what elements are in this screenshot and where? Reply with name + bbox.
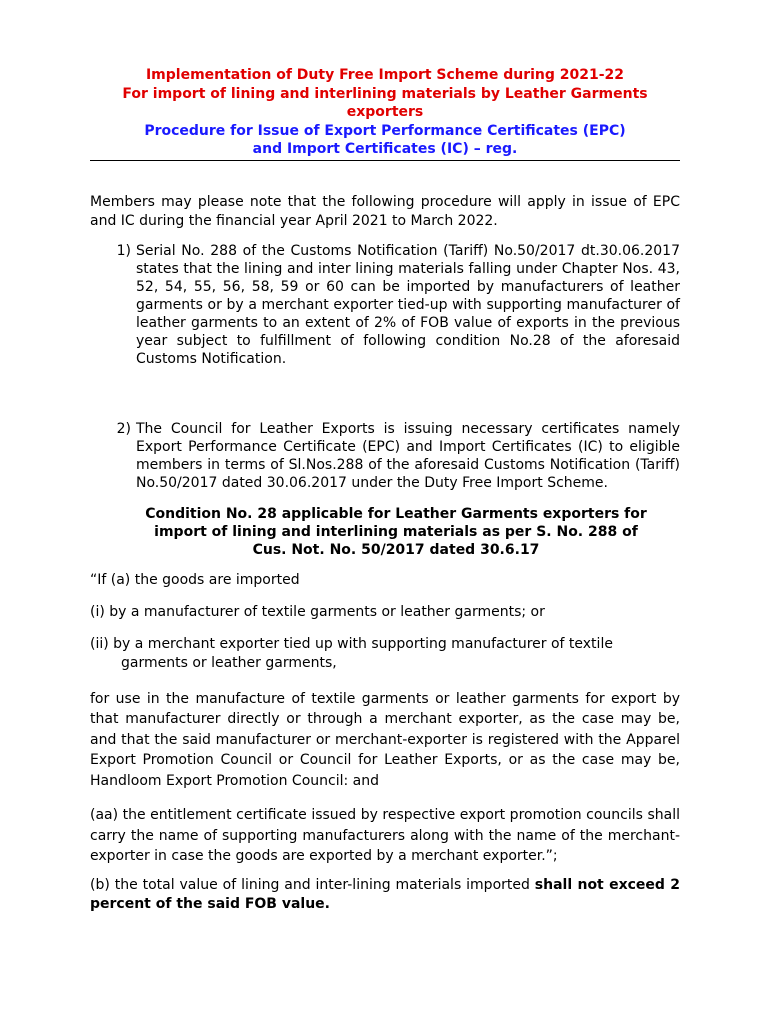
b-paragraph-text: (b) the total value of lining and inter-lining materials imported <box>90 876 535 893</box>
heading-procedure-cont: and Import Certificates (IC) – reg. <box>252 141 518 157</box>
heading-title: Implementation of Duty Free Import Scheme during 2021-22 <box>145 67 625 83</box>
numbered-list <box>90 242 680 492</box>
condition-line: Cus. Not. No. 50/2017 dated 30.6.17 <box>252 541 540 558</box>
document-heading <box>90 66 680 161</box>
condition-heading <box>90 505 680 559</box>
list-item-number: 2) <box>116 420 131 437</box>
list-item-text: Serial No. 288 of the Customs Notification (Tariff) No.50/2017 dt.30.06.2017 states that the lining and inter lining materials falling under Chapter Nos. 43, 52, 54, 55, 56, 58, 59 or 60 can be imported by manufacturers of leather garments or by a merchant exporter tied-up with supporting manufacturer of leather garments to an extent of 2% of FOB value of exports in the previous year subject to fulfillment of following condition No.28 of the aforesaid Customs Notification. <box>136 242 680 367</box>
b-paragraph-bold: shall not exceed 2 percent of the said FOB value. <box>90 876 680 912</box>
condition-line: import of lining and interlining materials as per S. No. 288 of <box>154 523 638 540</box>
sub-item-i: (i) by a manufacturer of textile garments or leather garments; or <box>90 603 545 620</box>
sub-item-ii: (ii) by a merchant exporter tied up with supporting manufacturer of textile garments or leather garments, <box>90 635 613 671</box>
condition-line: Condition No. 28 applicable for Leather Garments exporters for <box>145 505 647 522</box>
list-item-number: 1) <box>116 242 131 259</box>
list-item <box>90 420 680 492</box>
aa-paragraph: (aa) the entitlement certificate issued by respective export promotion councils shall carry the name of supporting manufacturers along with the name of the merchant- exporter in case the goods are exported by a merchant exporter.”; <box>90 807 680 864</box>
list-item-text: The Council for Leather Exports is issuing necessary certificates namely Export Performance Certificate (EPC) and Import Certificates (IC) to eligible members in terms of Sl.Nos.288 of the aforesaid Customs Notification (Tariff) No.50/2017 dated 30.06.2017 under the Duty Free Import Scheme. <box>136 420 680 491</box>
heading-procedure: Procedure for Issue of Export Performance Certificates (EPC) <box>144 122 626 139</box>
use-paragraph: for use in the manufacture of textile garments or leather garments for export by that manufacturer directly or through a merchant exporter, as the case may be, and that the said manufacturer or merchant-exporter is registered with the Apparel Export Promotion Council or Council for Leather Exports, or as the case may be, Handloom Export Promotion Council: and <box>90 690 680 789</box>
quote-if-paragraph: “If (a) the goods are imported <box>90 571 300 588</box>
b-paragraph <box>90 876 680 915</box>
intro-paragraph: Members may please note that the following procedure will apply in issue of EPC and IC during the financial year April 2021 to March 2022. <box>90 193 680 229</box>
heading-subtitle-cont: exporters <box>346 104 424 120</box>
list-item <box>90 242 680 368</box>
heading-subtitle: For import of lining and interlining materials by Leather Garments <box>122 85 648 102</box>
